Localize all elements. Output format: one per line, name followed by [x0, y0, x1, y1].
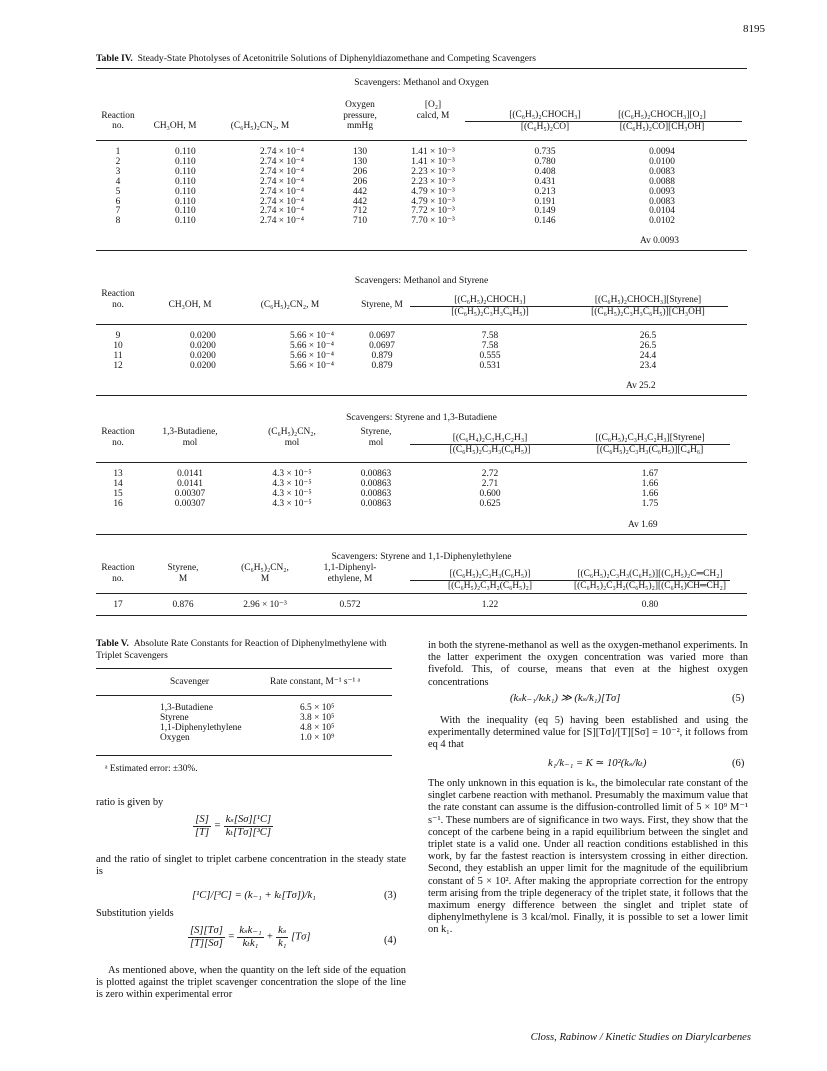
- eq-ratio-lhs-den: [T]: [195, 827, 210, 839]
- table4-header-rule: [96, 462, 747, 463]
- table4-cell: 0.879: [371, 350, 393, 361]
- table4-header-line: CH₃OH, M: [168, 299, 212, 310]
- table4-cell: 1: [115, 147, 121, 157]
- table4-cell: 24.4: [639, 350, 657, 361]
- table4-cell: 26.5: [639, 340, 657, 351]
- table4-cell: 7.58: [481, 340, 499, 351]
- table4-cell: 0.0697: [369, 340, 395, 351]
- table4-cell: 0.149: [534, 206, 556, 217]
- table5-footnote: ᵃ Estimated error: ±30%.: [105, 764, 198, 774]
- table4-cell: 2.74 × 10⁻⁴: [260, 186, 304, 197]
- table5-rate: 6.5 × 10⁵: [300, 703, 335, 713]
- table4-cell: 2.74 × 10⁻⁴: [260, 216, 304, 227]
- table4-header-line: Styrene, M: [361, 299, 403, 310]
- table4-header-line: (C₆H₅)₂CN₂, M: [260, 299, 320, 310]
- table4-cell: 0.110: [175, 186, 196, 197]
- table4-header-line: Styrene,: [167, 563, 199, 573]
- table5-rate: 1.0 × 10⁹: [300, 733, 335, 743]
- table4-cell: 13: [113, 469, 123, 479]
- table4-cell: 0.531: [479, 360, 501, 371]
- header-denominator: [(C₆H₅)₂C₃H₃(C₆H₅)][C₄H₆]: [596, 444, 704, 455]
- table5-scavenger: 1,3-Butadiene: [160, 703, 213, 713]
- table4-cell: 2.23 × 10⁻³: [411, 176, 455, 187]
- table4-cell: 7.58: [481, 331, 499, 341]
- table4-cell: 130: [352, 147, 368, 157]
- table5-scavenger: Oxygen: [160, 733, 190, 743]
- table4-header-line: (C₆H₅)₂CN₂, M: [230, 121, 290, 131]
- table5-header-scavenger: Scavenger: [170, 677, 210, 687]
- table4-header-line: Styrene,: [360, 427, 392, 437]
- table4-caption: [96, 53, 756, 64]
- table4-cell: 5.66 × 10⁻⁴: [290, 360, 334, 371]
- table4-top-rule: [96, 68, 747, 69]
- table4-cell: 23.4: [639, 360, 657, 371]
- table4-cell: 2.74 × 10⁻⁴: [260, 206, 304, 217]
- table4-cell: 0.00307: [174, 498, 206, 509]
- table4-header-fraction: [410, 433, 570, 456]
- table4-header-line: M: [178, 573, 188, 584]
- table4-cell: 0.879: [371, 360, 393, 371]
- table4-cell: 0.0141: [177, 478, 203, 489]
- table4-cell: 0.110: [175, 176, 196, 187]
- header-denominator: [(C₆H₅)₂C₃H₂(C₆H₅)₂][(C₆H₅)CH═CH₂]: [574, 580, 726, 591]
- table4-average: Av 25.2: [626, 381, 656, 391]
- table4-cell: 0.0083: [649, 196, 675, 207]
- table5-bottom-rule: [96, 755, 392, 756]
- table4-cell: 1.75: [641, 498, 659, 509]
- table4-cell: 2.74 × 10⁻⁴: [260, 166, 304, 177]
- equation-6-number: (6): [732, 758, 745, 769]
- table4-cell: 15: [113, 488, 123, 499]
- left-col-p3: Substitution yields: [96, 908, 174, 919]
- table4-header-line: (C₆H₅)₂CN₂,: [268, 427, 316, 437]
- table4-header-line: CH₃OH, M: [153, 121, 197, 131]
- table4-header-line: Oxygen: [345, 100, 375, 110]
- eq4-term2-num: kₛ: [276, 925, 288, 938]
- table4-cell: 1.22: [481, 600, 499, 610]
- right-col-p3: The only unknown in this equation is kₛ, the bimolecular rate constant of the singlet carbene reaction with methanol. Presumably the maximum value that the rate constant can assume is the diffusion-controlled limit of 5 × 10⁹ M⁻¹ s⁻¹. These numbers are of significance in two ways. First, they show that the concept of the carbene being in a rapid equilibrium between the singlet and triplet state is a valid one. Under all reaction conditions established in this work, by far the fastest reaction is intersystem crossing in either direction. Second, they establish an upper limit for the magnitude of the equilibrium constant of 5 × 10². After making the appropriate correction for the entropy term arising from the triple degeneracy of the triplet state, it follows that the maximum energy difference between the singlet and triplet state of diphenylmethylene is 3 kcal/mol. Finally, it is possible to set a lower limit on k₁.: [428, 778, 748, 936]
- table4-header-rule: [96, 593, 747, 594]
- table4-header-fraction: [410, 569, 570, 592]
- header-denominator: [(C₆H₅)₂CO]: [520, 121, 570, 132]
- table4-header-line: Reaction: [101, 563, 135, 573]
- table4-cell: 10: [113, 340, 123, 351]
- table4-panel-title: Scavengers: Methanol and Oxygen: [354, 77, 489, 88]
- table4-cell: 4.3 × 10⁻⁵: [272, 478, 312, 489]
- equation-ratio: $\frac{[S]}{[T]}$ = $\frac{\text{kₛ[Sσ][¹C]}}{\text{kₜ[Tσ][³C]}}$: [195, 814, 272, 839]
- table4-header-fraction: [570, 569, 730, 592]
- table4-cell: 1.67: [641, 469, 659, 479]
- table4-cell: 0.00863: [360, 478, 392, 489]
- table4-cell: 0.431: [534, 176, 556, 187]
- table4-cell: 4.3 × 10⁻⁵: [272, 469, 312, 479]
- table4-cell: 1.66: [641, 478, 659, 489]
- header-numerator: [(C₆H₅)₂CHOCH₃][Styrene]: [568, 295, 728, 307]
- table4-cell: 0.780: [534, 156, 556, 167]
- equation-6: k₁/k₋₁ = K ≃ 10²(kₛ/kₜ): [548, 758, 647, 769]
- table4-header-line: Reaction: [101, 289, 135, 299]
- table4-cell: 14: [113, 478, 123, 489]
- table4-panel-rule: [96, 250, 747, 251]
- table4-cell: 26.5: [639, 331, 657, 341]
- eq4-lhs-num: [S][Tσ]: [188, 925, 225, 938]
- table4-cell: 2.74 × 10⁻⁴: [260, 147, 304, 157]
- equation-3: [¹C]/[³C] = (k₋₁ + kₜ[Tσ])/k₁: [192, 890, 316, 901]
- table4-header-rule: [96, 324, 747, 325]
- table4-header-line: Reaction: [101, 110, 135, 121]
- table4-header-line: no.: [112, 299, 124, 310]
- table4-cell: 0.110: [175, 156, 196, 167]
- table4-cell: 2.23 × 10⁻³: [411, 166, 455, 177]
- table4-cell: 12: [113, 360, 123, 371]
- table4-header-fraction: [582, 110, 742, 133]
- header-numerator: [(C₆H₅)₂CHOCH₃]: [465, 110, 625, 122]
- table4-header-line: no.: [112, 573, 124, 584]
- table4-cell: 1.41 × 10⁻³: [411, 147, 455, 157]
- table4-header-line: ethylene, M: [327, 573, 373, 584]
- table5-rate: 4.8 × 10⁵: [300, 723, 335, 733]
- header-numerator: [(C₆H₅)₂C₃H₃(C₆H₅)]: [410, 569, 570, 581]
- table4-label: Table IV.: [96, 53, 133, 64]
- table4-cell: 442: [352, 196, 368, 207]
- table4-cell: 0.0141: [177, 469, 203, 479]
- table4-header-line: Reaction: [101, 427, 135, 437]
- table4-cell: 130: [352, 156, 368, 167]
- eq-ratio-rhs-num: kₛ[Sσ][¹C]: [224, 814, 274, 827]
- equation-4: $\frac{[S][T\sigma]}{[T][S\sigma]}$ = $\frac{\text{kₛk₋₁}}{\text{kₜk₁}}$ + $\frac{\text{kₛ}}{\text{k₁}}$ [Tσ]: [190, 925, 311, 950]
- table5-caption: [96, 638, 396, 661]
- equation-4-number: (4): [384, 935, 397, 946]
- table4-cell: 5.66 × 10⁻⁴: [290, 340, 334, 351]
- table4-header-line: calcd, M: [416, 110, 450, 121]
- table4-cell: 0.0697: [369, 331, 395, 341]
- table4-cell: 4.3 × 10⁻⁵: [272, 488, 312, 499]
- eq4-term1-den: kₜk₁: [242, 938, 259, 950]
- header-denominator: [(C₆H₅)₂C₃H₃C₆H₅)][CH₃OH]: [591, 306, 705, 317]
- table4-cell: 5: [115, 186, 121, 197]
- table4-cell: 0.00863: [360, 488, 392, 499]
- header-numerator: [(C₆H₄)₂C₃H₃C₂H₃]: [410, 433, 570, 445]
- table5-scavenger: Styrene: [160, 713, 189, 723]
- eq-ratio-rhs-den: kₜ[Tσ][³C]: [225, 827, 271, 839]
- table4-header-fraction: [570, 433, 730, 456]
- table4-header-line: mmHg: [346, 121, 374, 131]
- header-denominator: [(C₆H₅)₂C₃H₃C₆H₅)]: [451, 306, 529, 317]
- table4-cell: 1.41 × 10⁻³: [411, 156, 455, 167]
- table4-caption-text: Steady-State Photolyses of Acetonitrile Solutions of Diphenyldiazomethane and Competing Scavengers: [137, 53, 536, 64]
- table4-cell: 7: [115, 206, 121, 217]
- table4-cell: 710: [352, 216, 368, 227]
- table4-cell: 5.66 × 10⁻⁴: [290, 331, 334, 341]
- table5-rate: 3.8 × 10⁵: [300, 713, 335, 723]
- table4-cell: 4.79 × 10⁻³: [411, 186, 455, 197]
- table4-average: Av 1.69: [628, 520, 658, 530]
- table4-header-rule: [96, 140, 747, 141]
- table4-cell: 6: [115, 196, 121, 207]
- table4-cell: 0.0102: [649, 216, 675, 227]
- table4-header-line: 1,1-Diphenyl-: [323, 563, 377, 573]
- header-numerator: [(C₆H₅)₂C₃H₃C₂H₃][Styrene]: [570, 433, 730, 445]
- table4-header-fraction: [568, 295, 728, 318]
- equation-3-number: (3): [384, 890, 397, 901]
- eq-ratio-lhs-num: [S]: [193, 814, 211, 827]
- table4-cell: 2.74 × 10⁻⁴: [260, 176, 304, 187]
- left-col-p1: ratio is given by: [96, 797, 164, 808]
- table4-cell: 2: [115, 156, 121, 167]
- left-col-p4: As mentioned above, when the quantity on the left side of the equation is plotted against the triplet scavenger concentration the slope of the line is zero within experimental error: [96, 965, 406, 1001]
- table4-cell: 0.600: [479, 488, 501, 499]
- header-denominator: [(C₆H₅)₂C₃H₃(C₆H₅)]: [449, 444, 531, 455]
- table4-cell: 0.0200: [190, 331, 216, 341]
- table4-cell: 2.71: [481, 478, 499, 489]
- table4-cell: 0.191: [534, 196, 556, 207]
- table4-cell: 0.110: [175, 196, 196, 207]
- table5-label: Table V.: [96, 638, 129, 649]
- table4-cell: 0.00863: [360, 469, 392, 479]
- table4-cell: 206: [352, 166, 368, 177]
- table5-header-rate: Rate constant, M⁻¹ s⁻¹ ᵃ: [270, 677, 361, 687]
- table4-cell: 4.79 × 10⁻³: [411, 196, 455, 207]
- table4-header-line: M: [260, 573, 270, 584]
- table4-cell: 7.72 × 10⁻³: [411, 206, 455, 217]
- table4-cell: 0.572: [339, 600, 361, 610]
- table5-scavenger: 1,1-Diphenylethylene: [160, 723, 242, 733]
- table4-cell: 0.0093: [649, 186, 675, 197]
- table4-cell: 0.0094: [649, 147, 675, 157]
- table4-cell: 8: [115, 216, 121, 227]
- header-denominator: [(C₆H₅)₂CO][CH₃OH]: [619, 121, 705, 132]
- table4-panel-rule: [96, 395, 747, 396]
- table4-cell: 0.110: [175, 206, 196, 217]
- table4-cell: 0.0200: [190, 350, 216, 361]
- equation-5: (kₛk₋₁/kₜk₁) ≫ (kₛ/k₁)[Tσ]: [510, 693, 621, 704]
- table4-cell: 2.74 × 10⁻⁴: [260, 156, 304, 167]
- table4-header-line: pressure,: [343, 110, 377, 121]
- running-footer: Closs, Rabinow / Kinetic Studies on Diarylcarbenes: [530, 1032, 751, 1043]
- eq4-term1-num: kₛk₋₁: [237, 925, 263, 938]
- table4-cell: 712: [352, 206, 368, 217]
- table4-cell: 0.110: [175, 166, 196, 177]
- header-numerator: [(C₆H₅)₂CHOCH₃][O₂]: [582, 110, 742, 122]
- table5-caption-text: Absolute Rate Constants for Reaction of Diphenylmethylene with Triplet Scavengers: [96, 638, 387, 661]
- table4-cell: 1.66: [641, 488, 659, 499]
- left-col-p2: and the ratio of singlet to triplet carbene concentration in the steady state is: [96, 854, 406, 878]
- right-col-p1: in both the styrene-methanol as well as the oxygen-methanol experiments. In the latter experiment the oxygen concentration was varied more than fivefold. This, of course, means that even at the highest oxygen concentrations: [428, 640, 748, 688]
- table4-cell: 0.0100: [649, 156, 675, 167]
- table4-average: Av 0.0093: [640, 236, 679, 246]
- page-number: 8195: [743, 23, 765, 35]
- table4-cell: 3: [115, 166, 121, 177]
- header-numerator: [(C₆H₅)₂C₃H₃(C₆H₅)][(C₆H₅)₂C═CH₂]: [570, 569, 730, 581]
- eq4-lhs-den: [T][Sσ]: [190, 938, 223, 950]
- table4-cell: 0.0083: [649, 166, 675, 177]
- table4-cell: 2.72: [481, 469, 499, 479]
- table4-cell: 0.110: [175, 147, 196, 157]
- table4-header-line: mol: [368, 437, 384, 448]
- table4-cell: 0.146: [534, 216, 556, 227]
- table4-cell: 0.625: [479, 498, 501, 509]
- table4-cell: 0.213: [534, 186, 556, 197]
- table4-header-line: mol: [182, 437, 198, 448]
- table4-panel-title: Scavengers: Styrene and 1,3-Butadiene: [346, 412, 497, 423]
- table4-header-line: no.: [112, 121, 124, 131]
- header-denominator: [(C₆H₅)₂C₃H₂(C₆H₅)₂]: [448, 580, 532, 591]
- right-col-p2: With the inequality (eq 5) having been established and using the experimentally determined value for [S][Tσ]/[T][Sσ] = 10⁻², it follows from eq 4 that: [428, 715, 748, 751]
- table4-cell: 206: [352, 176, 368, 187]
- table4-panel-rule: [96, 615, 747, 616]
- table4-header-line: [O₂]: [424, 100, 442, 110]
- table4-cell: 0.110: [175, 216, 196, 227]
- table4-header-line: mol: [284, 437, 300, 448]
- table4-header-line: (C₆H₅)₂CN₂,: [241, 563, 289, 573]
- table4-cell: 0.0104: [649, 206, 675, 217]
- table4-cell: 2.96 × 10⁻³: [243, 600, 287, 610]
- table4-panel-rule: [96, 534, 747, 535]
- table4-cell: 11: [113, 350, 123, 361]
- table4-header: [270, 563, 430, 584]
- eq4-term2-den: k₁: [278, 938, 287, 950]
- table4-cell: 9: [115, 331, 121, 341]
- table4-cell: 7.70 × 10⁻³: [411, 216, 455, 227]
- table4-header-line: 1,3-Butadiene,: [162, 427, 218, 437]
- table4-cell: 16: [113, 498, 123, 509]
- table4-cell: 0.0200: [190, 340, 216, 351]
- equation-5-number: (5): [732, 693, 745, 704]
- header-numerator: [(C₆H₅)₂CHOCH₃]: [410, 295, 570, 307]
- table5-header-rule: [96, 695, 392, 696]
- table4-cell: 0.876: [172, 600, 194, 610]
- table4-panel-title: Scavengers: Styrene and 1,1-Diphenylethylene: [331, 551, 512, 562]
- table4-cell: 4: [115, 176, 121, 187]
- table4-cell: 0.0200: [190, 360, 216, 371]
- table4-cell: 442: [352, 186, 368, 197]
- table4-cell: 0.735: [534, 147, 556, 157]
- table4-cell: 0.00863: [360, 498, 392, 509]
- table4-cell: 4.3 × 10⁻⁵: [272, 498, 312, 509]
- table4-cell: 0.80: [641, 600, 659, 610]
- table4-cell: 2.74 × 10⁻⁴: [260, 196, 304, 207]
- table4-cell: 0.0088: [649, 176, 675, 187]
- table4-panel-title: Scavengers: Methanol and Styrene: [354, 275, 489, 286]
- table4-cell: 5.66 × 10⁻⁴: [290, 350, 334, 361]
- table4-header-fraction: [410, 295, 570, 318]
- table4-cell: 17: [113, 600, 123, 610]
- eq4-tail: [Tσ]: [291, 931, 311, 943]
- table4-cell: 0.555: [479, 350, 501, 361]
- table4-cell: 0.408: [534, 166, 556, 177]
- table4-cell: 0.00307: [174, 488, 206, 499]
- table4-header-line: no.: [112, 437, 124, 448]
- table5-top-rule: [96, 668, 392, 669]
